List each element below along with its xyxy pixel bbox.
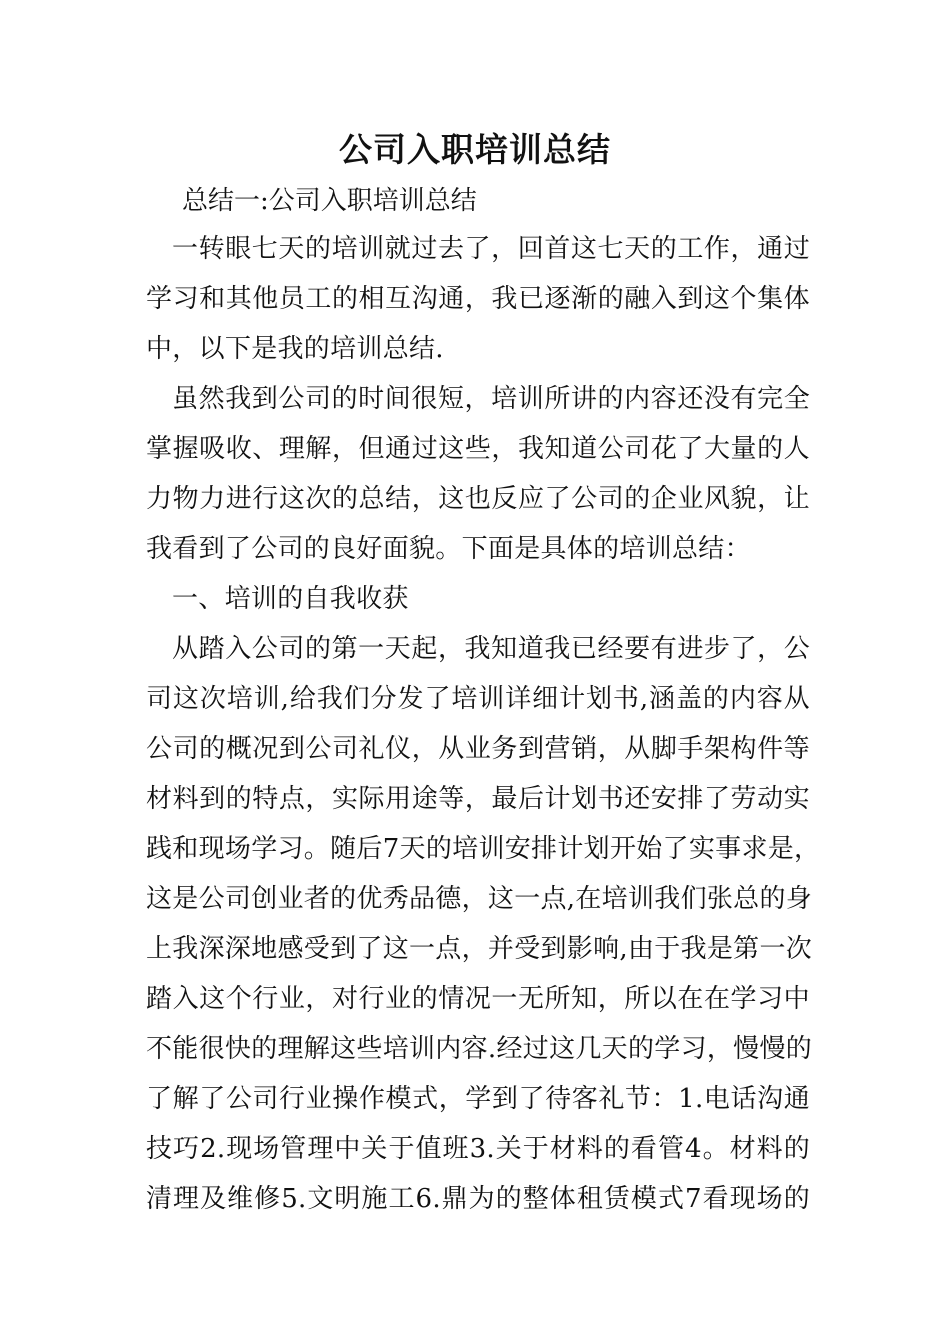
paragraph-line: 我看到了公司的良好面貌。下面是具体的培训总结： — [146, 534, 751, 564]
paragraph-line: 从踏入公司的第一天起，我知道我已经要有进步了，公 — [172, 634, 810, 664]
paragraph-line: 了解了公司行业操作模式，学到了待客礼节：1.电话沟通 — [146, 1084, 810, 1114]
document-title: 公司入职培训总结 — [339, 130, 611, 169]
paragraph-line: 踏入这个行业，对行业的情况一无所知，所以在在学习中 — [146, 984, 810, 1014]
paragraph-line: 材料到的特点，实际用途等，最后计划书还安排了劳动实 — [146, 784, 810, 814]
paragraph-line: 公司的概况到公司礼仪，从业务到营销，从脚手架构件等 — [146, 734, 810, 764]
paragraph-line: 学习和其他员工的相互沟通，我已逐渐的融入到这个集体 — [146, 284, 810, 314]
paragraph-line: 中，以下是我的培训总结. — [146, 334, 444, 364]
paragraph-line: 践和现场学习。随后7天的培训安排计划开始了实事求是， — [146, 834, 821, 864]
document-subtitle: 总结一:公司入职培训总结 — [182, 186, 477, 216]
paragraph-line: 这是公司创业者的优秀品德，这一点,在培训我们张总的身 — [146, 884, 813, 914]
paragraph-line: 上我深深地感受到了这一点，并受到影响,由于我是第一次 — [146, 934, 813, 964]
paragraph-line: 司这次培训,给我们分发了培训详细计划书,涵盖的内容从 — [146, 684, 810, 714]
paragraph-line: 力物力进行这次的总结，这也反应了公司的企业风貌，让 — [146, 484, 810, 514]
paragraph-line: 一转眼七天的培训就过去了，回首这七天的工作，通过 — [172, 234, 810, 264]
paragraph-line: 虽然我到公司的时间很短，培训所讲的内容还没有完全 — [172, 384, 810, 414]
section-heading: 一、培训的自我收获 — [172, 584, 409, 614]
paragraph-line: 不能很快的理解这些培训内容.经过这几天的学习，慢慢的 — [146, 1034, 813, 1064]
paragraph-line: 技巧2.现场管理中关于值班3.关于材料的看管4。材料的 — [146, 1134, 810, 1164]
paragraph-line: 掌握吸收、理解，但通过这些，我知道公司花了大量的人 — [146, 434, 810, 464]
paragraph-line: 清理及维修5.文明施工6.鼎为的整体租赁模式7看现场的 — [146, 1184, 810, 1214]
